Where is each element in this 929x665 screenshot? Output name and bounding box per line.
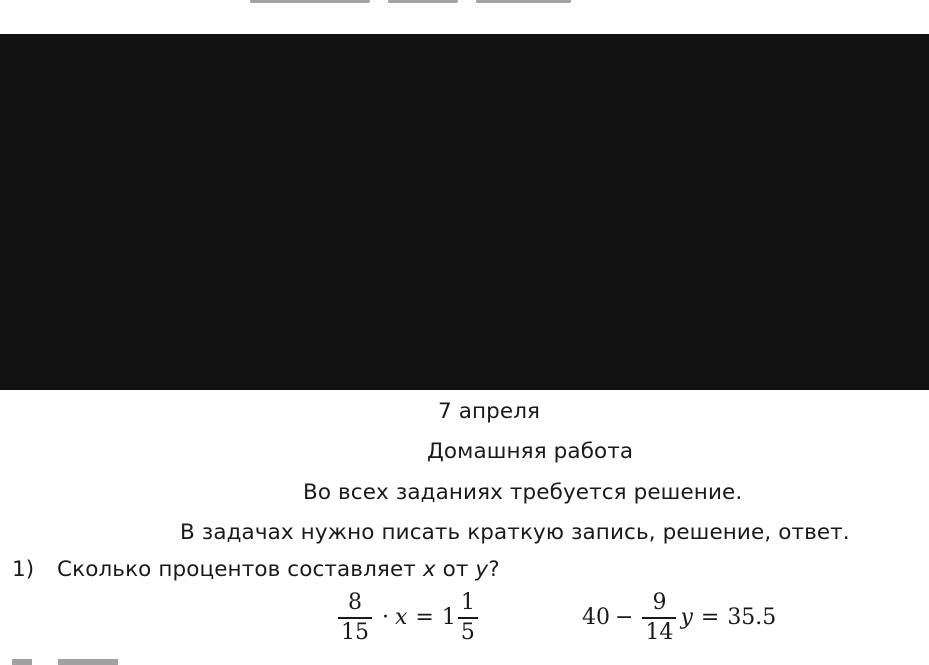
fraction-9-14 [642,592,676,644]
task-text-after: ? [488,557,500,582]
cut-off-text-line [250,0,580,5]
homework-heading: Домашняя работа [427,439,634,464]
variable-x: x [422,557,436,582]
variable-y: y [475,557,489,582]
equation-1 [334,592,482,644]
fraction-denominator: 5 [460,619,475,645]
equals-sign: = [700,605,720,631]
equation-variable-y: y [680,605,693,631]
equation-right-value: 35.5 [727,605,777,631]
fraction-1-5 [458,592,478,644]
task-1-question [0,556,500,584]
mixed-whole: 1 [441,605,456,631]
instruction-line-2: В задачах нужно писать краткую запись, решение, ответ. [180,520,850,545]
date-label: 7 апреля [438,399,541,424]
task-number: 1) [12,557,35,582]
equation-variable-x: x [395,605,408,631]
equation-2 [582,592,776,644]
minus-sign: − [615,605,634,631]
task-text-middle: от [435,557,476,582]
fraction-numerator: 9 [652,590,667,615]
multiply-dot: · [382,605,389,631]
fraction-8-15 [338,592,372,644]
fraction-numerator: 1 [460,590,475,615]
cut-off-next-line [0,659,929,665]
instruction-line-1: Во всех заданиях требуется решение. [303,480,743,505]
fraction-numerator: 8 [348,590,362,615]
equation-left-value: 40 [582,605,610,631]
fraction-denominator: 14 [645,619,674,645]
equals-sign: = [415,605,434,631]
task-text-before: Сколько процентов составляет [57,557,423,582]
redacted-region [0,34,929,390]
fraction-denominator: 15 [341,619,369,645]
